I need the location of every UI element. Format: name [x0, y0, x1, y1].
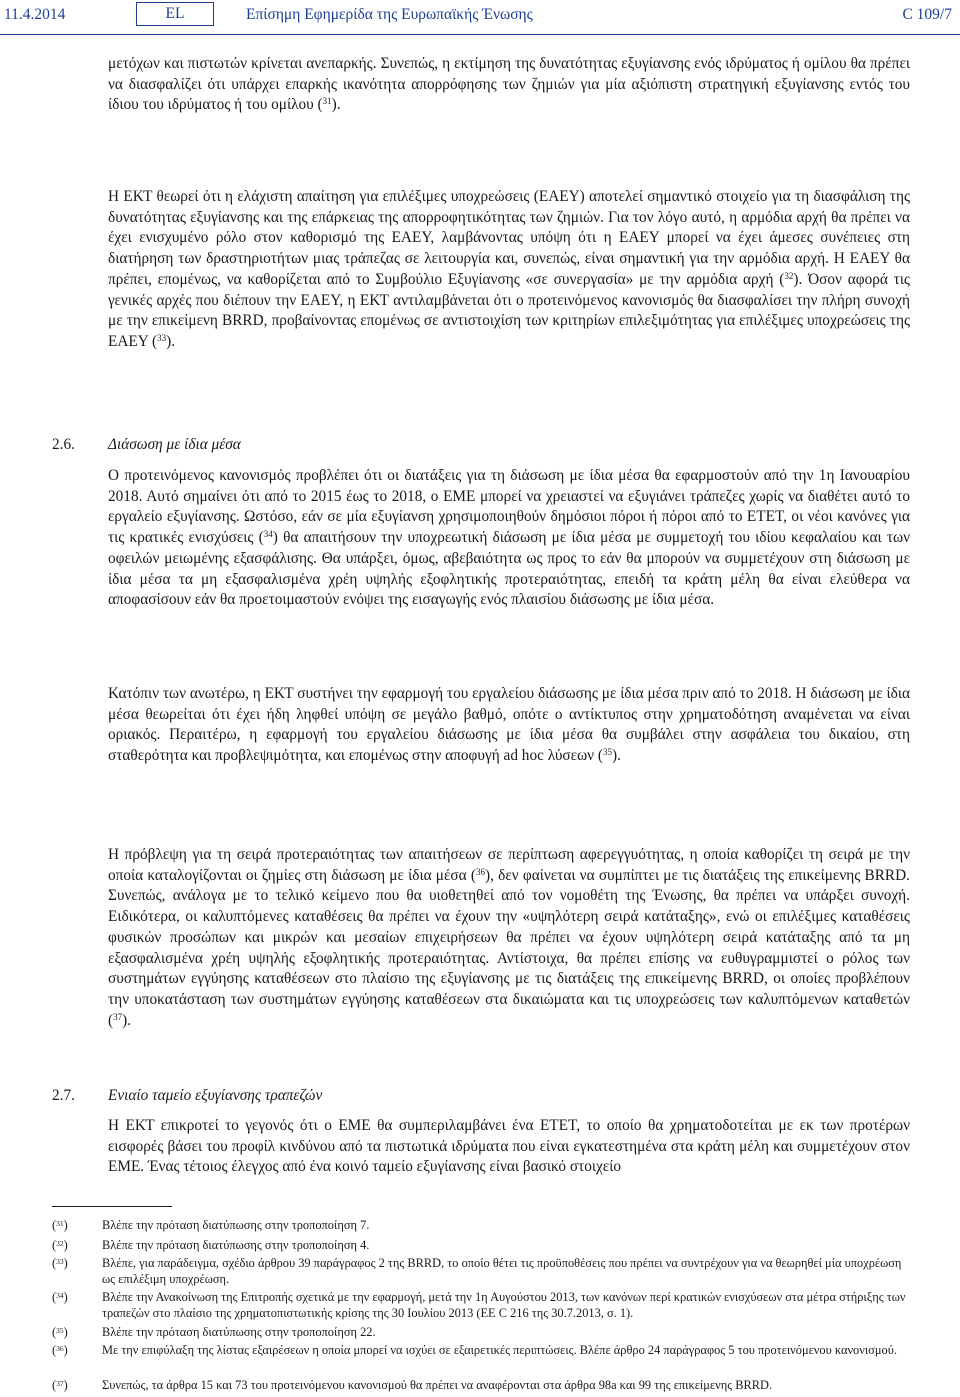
- footnote-number: ($^{34}$): [52, 1290, 68, 1304]
- footnote-number: ($^{35}$): [52, 1325, 68, 1339]
- footnote-text: Βλέπε την πρόταση διατύπωσης στην τροποποίηση 4.: [102, 1238, 370, 1252]
- footnote-ref[interactable]: 32: [784, 270, 794, 281]
- footnote: [52, 1377, 912, 1393]
- section-title: Διάσωση με ίδια μέσα: [108, 436, 241, 453]
- footnote-number: ($^{31}$): [52, 1218, 68, 1232]
- footnote: [52, 1255, 912, 1287]
- footnote-divider: [52, 1206, 172, 1207]
- paragraph: Η πρόβλεψη για τη σειρά προτεραιότητας των απαιτήσεων σε περίπτωση αφερεγγυότητας, η οποία καθορίζει τη σειρά με την οποία καταλογίζονται οι ζημίες στη διάσωση με ίδια μέσα ($^{36}$), δεν φαίνεται να συμπίπτει με τις διατάξεις της επικείμενης BRRD. Συνεπώς, ανάλογα με το τελικό κείμενο που θα υιοθετηθεί από τον νομοθέτη της Ένωσης, θα πρέπει να υπάρξει συνοχή. Ειδικότερα, οι καλυπτόμενες καταθέσεις θα πρέπει να έχουν την «υψηλότερη σειρά κατάταξης», ενώ οι επιλέξιμες καταθέσεις φυσικών προσώπων και μικρών και μεσαίων επιχειρήσεων θα πρέπει να έχουν υψηλότερη σειρά κατάταξης από τα μη εξασφαλισμένα χρέη υψηλής εξοφλητικής προτεραιότητας. Αντίστοιχα, θα πρέπει επίσης να ευθυγραμμιστεί ο ρόλος των συστημάτων εγγύησης καταθέσεων στο πλαίσιο της εξυγίανσης με τις διατάξεις της επικείμενης BRRD, οι οποίες προβλέπουν την υποκατάσταση των συστημάτων εγγύησης καταθέσεων στα δικαιώματα και τις υποχρεώσεις των καλυπτόμενων καταθετών ($^{37}$).: [108, 846, 911, 1029]
- footnote-number: ($^{37}$): [52, 1378, 68, 1392]
- footnote: [52, 1342, 912, 1358]
- footnote-number: ($^{32}$): [52, 1238, 68, 1252]
- footnote-ref[interactable]: 36: [476, 866, 485, 877]
- section-title: Ενιαίο ταμείο εξυγίανσης τραπεζών: [108, 1087, 323, 1104]
- footnote: [52, 1237, 912, 1253]
- footnote-text: Συνεπώς, τα άρθρα 15 και 73 του προτεινόμενου κανονισμού θα πρέπει να αναφέρονται στα άρθρα 98a και 99 της επικείμενης BRRD.: [102, 1378, 773, 1392]
- footnote-number: ($^{33}$): [52, 1256, 68, 1270]
- footnote: [52, 1324, 912, 1340]
- footnote-number: ($^{36}$): [52, 1343, 68, 1357]
- paragraph: Ο προτεινόμενος κανονισμός προβλέπει ότι οι διατάξεις για τη διάσωση με ίδια μέσα θα εφαρμοστούν από την 1η Ιανουαρίου 2018. Αυτό σημαίνει ότι από το 2015 έως το 2018, ο ΕΜΕ μπορεί να χρειαστεί να εξυγιάνει τράπεζες χωρίς να διαθέτει αυτό το εργαλείο εξυγίανσης. Ωστόσο, εάν σε μία εξυγίανση χρησιμοποιηθούν δημόσιοι πόροι ή πόροι από το ΕΤΕΤ, οι νέοι κανόνες για τις κρατικές ενισχύσεις ($^{34}$) θα απαιτήσουν την υποχρεωτική διάσωση με ίδια μέσα με συμμετοχή του ιδίου κεφαλαίου και των οφειλών μειωμένης εξασφάλισης. Θα υπάρξει, όμως, αβεβαιότητα ως προς το εάν θα μπορούν να συμμετέχουν στη διάσωση με ίδια μέσα τα μη εξασφαλισμένα χρέη υψηλής εξοφλητικής προτεραιότητας, επειδή τα κράτη μέλη θα είναι ελεύθερα να αποφασίσουν εάν θα προετοιμαστούν ενόψει της εισαγωγής ενός πλαισίου διάσωσης με ίδια μέσα.: [108, 467, 910, 609]
- footnote-text: Με την επιφύλαξη της λίστας εξαιρέσεων η οποία μπορεί να ισχύει σε εξαιρετικές περιπτώσεις. Βλέπε άρθρο 24 παράγραφος 5 του προτεινόμενου κανονισμού.: [102, 1343, 897, 1357]
- footnote-ref[interactable]: 33: [157, 332, 167, 343]
- page-reference: C 109/7: [902, 6, 952, 23]
- paragraph: Η ΕΚΤ θεωρεί ότι η ελάχιστη απαίτηση για επιλέξιμες υποχρεώσεις (ΕΑΕΥ) αποτελεί σημαντικό στοιχείο για τη διασφάλιση της δυνατότητας εξυγίανσης και της επάρκειας της απορροφητικότητας των ζημιών. Για τον λόγο αυτό, η αρμόδια αρχή θα πρέπει να έχει ενισχυμένο ρόλο στον καθορισμό της ΕΑΕΥ, λαμβάνοντας υπόψη ότι η ΕΑΕΥ μπορεί να έχει άμεσες συνέπειες στη διατήρηση των δραστηριοτήτων μιας τράπεζας σε λειτουργία και, συνεπώς, είναι σημαντική για την αρμόδια αρχή. Η ΕΑΕΥ θα πρέπει, επομένως, να καθορίζεται από το Συμβούλιο Εξυγίανσης «σε συνεργασία» με την αρμόδια αρχή ($^{32}$). Όσον αφορά τις γενικές αρχές που διέπουν την ΕΑΕΥ, η ΕΚΤ αντιλαμβάνεται ότι ο προτεινόμενος κανονισμός θα διασφαλίσει την πλήρη συνοχή με την επικείμενη BRRD, προβαίνοντας επομένως σε αντιστοιχίση των κριτηρίων επιλεξιμότητας για επιλέξιμες υποχρεώσεις της ΕΑΕΥ ($^{33}$).: [108, 188, 910, 350]
- paragraph: Κατόπιν των ανωτέρω, η ΕΚΤ συστήνει την εφαρμογή του εργαλείου διάσωσης με ίδια μέσα πριν από το 2018. Η διάσωση με ίδια μέσα θεωρείται ότι έχει ήδη ληφθεί υπόψη σε μεγάλο βαθμό, οπότε ο αντίκτυπος στην χρηματοδότηση αναμένεται να είναι οριακός. Περαιτέρω, η εφαρμογή του εργαλείου διάσωσης με ίδια μέσα θα συμβάλει στην ασφάλεια του δικαίου, στη σταθερότητα και προβλεψιμότητα, και επομένως στην αποφυγή ad hoc λύσεων ($^{35}$).: [108, 685, 910, 765]
- page-header: [0, 0, 960, 32]
- footnote-text: Βλέπε την πρόταση διατύπωσης στην τροποποίηση 22.: [102, 1325, 376, 1339]
- footnote-text: Βλέπε την Ανακοίνωση της Επιτροπής σχετικά με την εφαρμογή, μετά την 1η Αυγούστου 2013, των κανόνων περί κρατικών ενισχύσεων στα μέτρα στήριξης των τραπεζών στο πλαίσιο της χρηματοπιστωτικής κρίσης της 30 Ιουλίου 2013 (ΕΕ C 216 της 30.7.2013, σ. 1).: [102, 1290, 906, 1321]
- footnote-text: Βλέπε, για παράδειγμα, σχέδιο άρθρου 39 παράγραφος 2 της BRRD, το οποίο θέτει τις προϋποθέσεις που πρέπει να συντρέχουν για να θεωρηθεί μία υποχρέωση ως επιλέξιμη υποχρέωση.: [102, 1256, 902, 1287]
- footnote: [52, 1289, 912, 1321]
- paragraph: Η ΕΚΤ επικροτεί το γεγονός ότι ο ΕΜΕ θα συμπεριλαμβάνει ένα ΕΤΕΤ, το οποίο θα χρηματοδοτείται με εκ των προτέρων εισφορές βάσει του προφίλ κινδύνου από τα πιστωτικά ιδρύματα που είναι εγκατεστημένα στα κράτη μέλη και συμμετέχουν στον ΕΜΕ. Ένας τέτοιος έλεγχος από ένα κοινό ταμείο εξυγίανσης είναι βασικό στοιχείο: [108, 1117, 910, 1176]
- section-number: 2.6.: [52, 436, 75, 453]
- language-badge: EL: [136, 2, 214, 26]
- paragraph: μετόχων και πιστωτών κρίνεται ανεπαρκής. Συνεπώς, η εκτίμηση της δυνατότητας εξυγίανσης ενός ιδρύματος ή ομίλου θα πρέπει να διασφαλίζει ότι υπάρχει επαρκής ικανότητα απορρόφησης των ζημιών για μία αξιόπιστη στρατηγική εξυγίανσης εντός του ίδιου του ιδρύματος ή του ομίλου ($^{31}$).: [108, 55, 910, 114]
- footnote-ref[interactable]: 34: [263, 529, 273, 540]
- header-divider: [0, 34, 960, 35]
- footnote-ref[interactable]: 31: [322, 96, 332, 107]
- footnote-ref[interactable]: 37: [113, 1011, 123, 1022]
- publication-date: 11.4.2014: [4, 6, 66, 23]
- footnote-text: Βλέπε την πρόταση διατύπωσης στην τροποποίηση 7.: [102, 1218, 370, 1232]
- section-number: 2.7.: [52, 1087, 75, 1104]
- journal-title: Επίσημη Εφημερίδα της Ευρωπαϊκής Ένωσης: [246, 6, 533, 23]
- footnote-ref[interactable]: 35: [603, 747, 613, 758]
- footnote: [52, 1217, 912, 1233]
